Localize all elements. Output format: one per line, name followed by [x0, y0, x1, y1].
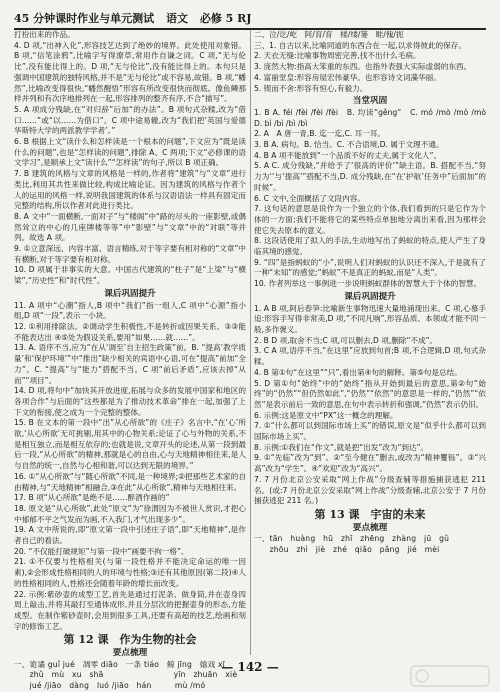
pinyin-line: jué /jiāo dàng luó /jiāo hán mù /mó [14, 681, 206, 691]
answer-paragraph: 8. 示例:①我们在“作文”,就是把“出发”改为“到达”。 [254, 442, 429, 452]
answer-paragraph: 4. D 项,“出神入化”,形容技艺达到了绝妙的境界。此处使用对象错。B 项,“信笔涂鸦”,比喻字写得潦草,常用作自谦之词。C 项,“无与伦比”,没有能比得上的。D 项,“无与伦比”,没有能比得上的。本句只是强调中国建筑的独特风格,并不是“无与伦比”或不容易,故错。B 项,“幡然”,比喻改变得很快,“幡然醒悟”形容有所改变很快而彻底。像鱼鳞那样并列和有次序地排列在一起,形容排列的整齐有序,不合“描写”。 [14, 40, 246, 104]
answer-paragraph: 打扮出来的作品。 [14, 30, 75, 39]
answer-paragraph: 7. 这句话的意思是说作为一个独立的个体,我们看到的只是它作为个体的一方面;我们不能将它的某些特点单独地分离出来看,因为那样会使它失去原本的意义。 [254, 204, 486, 235]
book-title: 45 分钟课时作业与单元测试 [14, 12, 155, 25]
answer-paragraph: 1. A B 项,阿后春笋:比喻新生事物迅速大量地涌现出来。C 项,心慕手追:形容手写得非常美,D 项,“不同凡响”,形容品质、本领或才能不同一般,多作褒义。 [254, 303, 486, 334]
answer-paragraph: 21. ①不仅要与性格相关(与第一段性格并不能决定命运的唯一因素),②会形成性格相同的人的环境与性格;③还有其他原因(第二段)④人的性格相同的人,性格还会随着年龄的增长而改变。 [14, 557, 246, 588]
answer-paragraph: 7. ①“什么都可以到国际市场上买”的错误,原文是“似乎什么都可以到国际市场上买”。 [254, 421, 486, 442]
answer-paragraph: 5. A 项成分残缺,在“对归辞”后加“的办法”。B 项句式杂糅,改为“借口……”或“以……为借口”。C 项中途易辙,改为“我们把‘英国与爱德华斯特大学的两派教学学者’。” [14, 104, 246, 136]
pinyin-line: 一、诡谲 guǐ jué 凋零 diāo 一条 tiáo 鲸 jīng 嬉戏 xī [14, 659, 225, 669]
answer-paragraph: 6. B 根据上文“读什么和怎样读是一个根本的问题”,下文应为“既是读什么的问题”,也是“怎样读的问题”,排除 A、C 两项;下文“必修课的语文学习”,是顺承上文“读什么”“怎样读”的句子,所以 B 项正确。 [14, 137, 246, 168]
header-separator [158, 13, 162, 26]
answer-paragraph: 10. D 项属于非事实的大意。中国古代建筑的“柱子”是“上梁”与“横梁”,“历史性”和“时代性”。 [14, 265, 246, 286]
answer-paragraph: 13. A. 语序不当,应为“在从‘调至’自主招生政策”前。B. “提高‘教学质量’和‘保护环境’”中“推出”缺少相关的宾语中心语,可在“提高”前加“全力”。C. “提高”与“能力”搭配不当。C 项“前后矛盾”,应该去掉“从而”“项目”。 [14, 343, 246, 385]
answer-paragraph: 14. D 项,将句中“加快其开放进度,拓展与众多的发展中国家和地区的各项合作”与后面的“这些都是为了推动技术革命”排在一起,加强了上下文的衔接,使之成为一个完整的整体。 [14, 386, 246, 417]
page-number: — 142 — [221, 660, 279, 674]
edition-label: 必修 5 RJ [199, 12, 252, 25]
answer-paragraph: 22. 示例:紫砂壶的成型工艺,首先是通过打泥条、做身筒,并在壶身四周上敲击,并将其敲打至通体成形,并且分层次的把握壶身的形态,方能成型。在制作紫砂壶时,会用到很多工具,还要有高超的技艺,绘画和刻字的修饰工艺。 [14, 589, 246, 631]
answer-paragraph: 19. A 文中所说的,即“原文第一段中引述庄子语”,即“天地精神”,是作者自己的看法。 [14, 525, 246, 546]
section-heading: 课后巩固提升 [344, 291, 396, 302]
answer-paragraph: 8. A 文中“一面横断,一面对子”与“楼阁”中“路的尽头的一座影壁,或偶然耸立的中心的几座牌楼等等”中“影壁”与“文章”中的“对联”等并列。故选 A 项。 [14, 211, 246, 243]
watermark-logo-icon [410, 665, 490, 687]
pinyin-line: 一、tān huàng hū zhī zhēng zhàng jū gǔ [254, 534, 450, 544]
section-heading: 当堂巩固 [352, 96, 388, 107]
answer-paragraph: 10. 作者列举这一事例进一步说明蚂蚁群体的智慧大于个体的智慧。 [254, 279, 482, 289]
answer-paragraph: 2. A A 唐一青,B. 迄一迄,C. 耳一耳。 [254, 129, 385, 139]
answer-paragraph: 6. 示例:这是原文中“PX”这一概念的理解。 [254, 410, 398, 420]
answer-paragraph: 17. B 项“从心所欲”是绝不是……醉酒作画的” [14, 493, 170, 503]
answer-paragraph: 2. B D 项,取舍不当;C 项,可以删去,D 项,删除“不成”。 [254, 335, 438, 345]
answer-paragraph: 5. A C. 成分残缺,“并给予了‘很高的评价’”缺主语。B. 搭配不当,“努力为‘’与‘提高’”搭配不当,D. 成分残缺,在“在‘护航’任务中”后面加“的时候”。 [254, 161, 486, 192]
answer-paragraph: 3. C A 项,语序不当,“在这里”应放到句首;B 项,不合逻辑,D 项,句式杂糅。 [254, 346, 486, 367]
answer-paragraph: 9. ①“先临”改为“到”。②“至今健在”删去,或改为“精神矍铄”。③“兴高”改为“学生”。④“欢迎”改为“高兴”。 [254, 453, 486, 474]
answer-paragraph: 15. B 在文本的第一段中“出”从心所欲”的《庄子》名言中,“在‘心’所欲,‘从心所欲’无可挑剔,用其中的心物关系;论证了心与外物的关系,不是相互独立,而是相互依存的;也就是说,文章开头的论述,从第一段到最后一段,“从心所欲”的精神,那就是心的自由,心与天地精神相往来,是人与自然的统一,自然与心相和谐,可以达到无限的境界。” [14, 418, 246, 471]
answer-paragraph: 8. 这段话使用了拟人的手法,生动地写出了蚂蚁的特点,使人产生了身临其境的感觉。 [254, 236, 486, 257]
right-column [254, 30, 494, 655]
answer-paragraph: 7. B 建筑的风格与文章的风格是一样的,作者将“建筑”与“文章”进行类比,利用其共性来做比较,构成比喻论证。因为建筑的风格与作者个人的运用的风格一样,说明我国建筑的体系与汉语语法一样具有固定而完整的结构,所以作者对此进行类比。 [14, 169, 246, 211]
answer-paragraph: 4. B 第①句“在这里”“只”,看出第④句的解释。第⑤句是总结。 [254, 367, 462, 377]
lesson-title: 第 12 课 作为生物的社会 [63, 633, 197, 647]
answer-paragraph: 12. ①利用排除法。②调动学生积极性,不是转折或因果关系。③③能不能表达出 ④⑤处为假设关系,要用“如果……就……”。 [14, 321, 246, 342]
answer-paragraph: 3. B A. 病句。B. 恰当。C. 不合语境,D. 属于文理不通。 [254, 140, 444, 150]
answer-paragraph: 4. 富丽堂皇:形容房屋宏伟豪华。也形容诗文词藻华丽。 [254, 72, 441, 82]
answer-paragraph: 5. D 第①句“始终”中的“始终”指从开始到最后的意思,第②句“始终”的“仍然”“但仍然如此”,“仍然”“依然”的意思是一样的,“仍然”“依然”是表示前后一致的意思,在句中表示转折和强调,“仍然”表示仍旧。 [254, 378, 486, 409]
section-heading: 要点梳理 [352, 522, 388, 533]
lesson-title: 第 13 课 宇宙的未来 [314, 507, 426, 521]
left-column [14, 30, 246, 691]
answer-paragraph: 三、1. 自古以来,比喻同道的东西合在一起,以求得彼此的保存。 [254, 40, 466, 50]
column-divider [250, 30, 251, 655]
subject-label: 语文 [165, 12, 188, 25]
answer-paragraph: 二、泣/讫/屹 阿/育/育 楼/缕/篓 畦/傀/扼 [254, 30, 404, 39]
answer-paragraph: 5. 锲而不舍:形容有恒心,有毅力。 [254, 83, 368, 93]
section-heading: 要点梳理 [112, 648, 148, 659]
section-heading: 课后巩固提升 [104, 288, 156, 299]
answer-paragraph: 4. B A 项不能放到“一个品质不好的丈夫,属于文化人”。 [254, 150, 442, 160]
pinyin-line: zhōu zhì jiè zhé qiǎo pǎng jié mèi [254, 545, 440, 555]
answer-paragraph: 9. “四”是指蚂蚁的“小”,说明人们对蚂蚁的认识还不深入,于是就有了一种“未知”的感觉;“蚂蚁”不是真正的蚂蚁,而是“人类”。 [254, 257, 486, 278]
answer-paragraph: 1. B A. féi /fèi /fèi /fèi B. 均读“gěng” C. mó /mò /mò /mò D. bì /bì /bì /bì [254, 107, 494, 128]
answer-paragraph: 16. ①“从心所欲”与“随心所欲”不同,是一种境界;②把那些艺术家的自由精神,与“天地精神”相融合,③在此“从心所欲”,精神与天地相往来。 [14, 471, 246, 492]
answer-paragraph: 2. 天衣无缝:比喻事物周密完善,找不出什么毛病。 [254, 51, 421, 61]
answer-paragraph: 11. A 项中“心潮”指人,B 项中“我们”指一组人,C 项中“心源”指小组,D 项“一段”,表示一小块。 [14, 300, 246, 321]
answer-paragraph: 7. 7 月份北京公安采取“网上作战”分级查辅等措施捕获逃犯 211 名。(或:7 月份北京公安采取“网上作战”分级查辅,北京公安于 7 月份捕获逃犯 211 名。) [254, 474, 486, 506]
answer-paragraph: 6. C 文中,全面概括了文段内容。 [254, 193, 365, 203]
header-separator [192, 13, 196, 26]
page-header [14, 4, 486, 30]
answer-paragraph: 3. 庞然大物:指高大笨重的东西。也指外表强大实际虚弱的东西。 [254, 62, 472, 72]
answer-paragraph: 9. ①立意深远、内容丰富、语言精练,对于等字要有相对称的“文章”中有横断,对于等字要有相对称。 [14, 244, 246, 264]
answer-paragraph: 18. 原文是“从心所欲”,此处“原文”为“徐渭因为不被世人赏识,才把心中郁郁不平之气发而为画,不入我门,才气出现多少”。 [14, 503, 246, 524]
answer-paragraph: 20. “不仅能打破规矩”与第一段中“画要不拘一格”。 [14, 546, 189, 556]
pinyin-line: zhǔ mù xu shā yīn zhuān xiè [14, 670, 238, 680]
